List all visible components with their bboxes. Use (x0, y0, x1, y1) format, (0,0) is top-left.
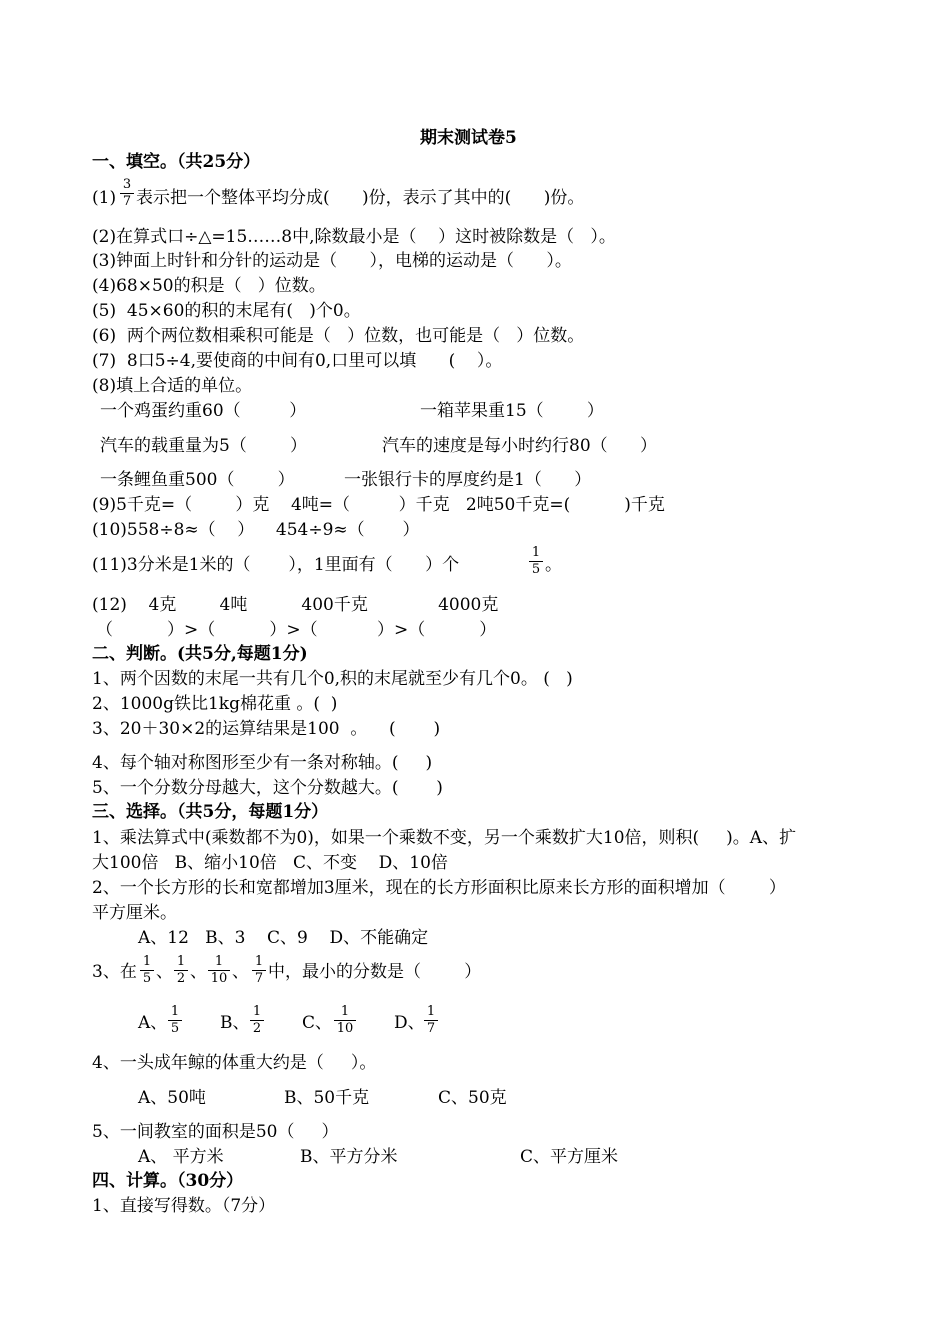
s3-q2-line1: 2、一个长方形的长和宽都增加3厘米，现在的长方形面积比原来长方形的面积增加（ ） (92, 878, 786, 898)
s1-q11-fraction (529, 546, 543, 577)
s1-q8-truck-load: 汽车的载重量为5（ ） (100, 436, 308, 456)
s3-q3-option-a-fraction (168, 1005, 182, 1036)
s3-q3-text: 中，最小的分数是（ ） (268, 962, 482, 982)
fraction-numerator: 3 (122, 177, 132, 192)
fraction-denominator: 2 (252, 1021, 262, 1036)
fraction-denominator: 7 (254, 971, 264, 986)
section-1-heading: 一、填空。（共25分） (92, 152, 261, 172)
s3-q5-option-b: B、平方分米 (300, 1147, 398, 1167)
fraction-denominator: 2 (176, 971, 186, 986)
s3-q4-option-b: B、50千克 (284, 1088, 370, 1108)
s3-q4-option-c: C、50克 (438, 1088, 507, 1108)
s3-q3-separator: 、 (190, 962, 207, 982)
fraction-numerator: 1 (170, 1004, 180, 1019)
s1-q8-car-speed: 汽车的速度是每小时约行80（ ） (382, 436, 658, 456)
s3-q2-options: A、12 B、3 C、9 D、不能确定 (138, 928, 429, 948)
s3-q3-prefix: 3、在 (92, 962, 137, 982)
fraction-denominator: 7 (426, 1021, 436, 1036)
s3-q3-option-d-label: D、 (394, 1013, 425, 1033)
s1-q12-items: (12) 4克 4吨 400千克 4000克 (92, 595, 499, 615)
s3-q5: 5、一间教室的面积是50（ ） (92, 1122, 339, 1142)
s3-q4: 4、一头成年鲸的体重大约是（ ）。 (92, 1053, 377, 1073)
fraction-numerator: 1 (142, 954, 152, 969)
s3-q5-option-a: A、 平方米 (138, 1147, 224, 1167)
s3-q3-option-c-fraction (334, 1005, 356, 1036)
fraction-numerator: 1 (176, 954, 186, 969)
s3-q1-line2: 大100倍 B、缩小10倍 C、不变 D、10倍 (92, 853, 448, 873)
s2-q2: 2、1000g铁比1kg棉花重 。( ) (92, 694, 338, 714)
s2-q1: 1、两个因数的末尾一共有几个0,积的末尾就至少有几个0。 ( ) (92, 669, 573, 689)
page-title: 期末测试卷5 (420, 128, 517, 148)
s3-q3-separator: 、 (232, 962, 249, 982)
s1-q5: (5) 45×60的积的末尾有( )个0。 (92, 301, 361, 321)
s2-q3: 3、20＋30×2的运算结果是100 。 ( ) (92, 719, 441, 739)
s1-q12-blanks: （ ）>（ ）>（ ）>（ ） (96, 620, 497, 640)
s1-q9: (9)5千克=（ ）克 4吨=（ ）千克 2吨50千克=( )千克 (92, 495, 665, 515)
s1-q10: (10)558÷8≈（ ） 454÷9≈（ ） (92, 520, 420, 540)
fraction-numerator: 1 (254, 954, 264, 969)
s2-q5: 5、一个分数分母越大，这个分数越大。( ) (92, 778, 443, 798)
s3-q2-line2: 平方厘米。 (92, 903, 177, 923)
s1-q7: (7) 8口5÷4,要使商的中间有0,口里可以填 ( ）。 (92, 351, 503, 371)
fraction-denominator: 7 (122, 194, 132, 209)
s1-q11-end: 。 (545, 555, 562, 575)
fraction-denominator: 10 (336, 1021, 354, 1036)
section-2-heading: 二、判断。(共5分,每题1分) (92, 644, 308, 664)
fraction-numerator: 1 (426, 1004, 436, 1019)
fraction-numerator: 1 (252, 1004, 262, 1019)
s3-q3-option-d-fraction (424, 1005, 438, 1036)
s3-q3-fraction-1 (140, 955, 154, 986)
s3-q1-line1: 1、乘法算式中(乘数都不为0)，如果一个乘数不变，另一个乘数扩大10倍，则积( )。A、扩 (92, 828, 797, 848)
fraction-denominator: 5 (170, 1021, 180, 1036)
s3-q4-option-a: A、50吨 (138, 1088, 206, 1108)
fraction-numerator: 1 (340, 1004, 350, 1019)
s2-q4: 4、每个轴对称图形至少有一条对称轴。( ) (92, 753, 433, 773)
s1-q8: (8)填上合适的单位。 (92, 376, 253, 396)
fraction-denominator: 10 (210, 971, 228, 986)
s1-q8-bank-card: 一张银行卡的厚度约是1（ ） (344, 470, 592, 490)
s1-q3: (3)钟面上时针和分针的运动是（ ），电梯的运动是（ ）。 (92, 251, 572, 271)
s1-q1-prefix: (1) (92, 188, 117, 208)
fraction-denominator: 5 (142, 971, 152, 986)
fraction-numerator: 1 (531, 545, 541, 560)
s1-q8-egg: 一个鸡蛋约重60（ ） (100, 401, 307, 421)
fraction-denominator: 5 (531, 562, 541, 577)
s3-q3-option-b-label: B、 (220, 1013, 250, 1033)
section-3-heading: 三、选择。（共5分，每题1分） (92, 802, 329, 822)
s1-q1-fraction (120, 178, 134, 209)
s3-q3-option-a-label: A、 (138, 1013, 168, 1033)
s1-q4: (4)68×50的积是（ ）位数。 (92, 276, 326, 296)
s3-q5-option-c: C、平方厘米 (520, 1147, 619, 1167)
s1-q8-carp: 一条鲤鱼重500（ ） (100, 470, 295, 490)
s3-q3-fraction-4 (252, 955, 266, 986)
s1-q1-text: 表示把一个整体平均分成( )份，表示了其中的( )份。 (136, 188, 585, 208)
s3-q3-fraction-3 (208, 955, 230, 986)
s1-q2: (2)在算式口÷△=15……8中,除数最小是（ ）这时被除数是（ ）。 (92, 227, 616, 247)
section-4-heading: 四、计算。（30分） (92, 1171, 244, 1191)
s3-q3-option-c-label: C、 (302, 1013, 333, 1033)
fraction-numerator: 1 (214, 954, 224, 969)
s1-q8-apples: 一箱苹果重15（ ） (420, 401, 604, 421)
s1-q11-text: (11)3分米是1米的（ ），1里面有（ ）个 (92, 555, 460, 575)
s3-q3-fraction-2 (174, 955, 188, 986)
s3-q3-separator: 、 (156, 962, 173, 982)
s3-q3-option-b-fraction (250, 1005, 264, 1036)
s4-q1: 1、直接写得数。（7分） (92, 1196, 276, 1216)
s1-q6: (6) 两个两位数相乘积可能是（ ）位数，也可能是（ ）位数。 (92, 326, 585, 346)
